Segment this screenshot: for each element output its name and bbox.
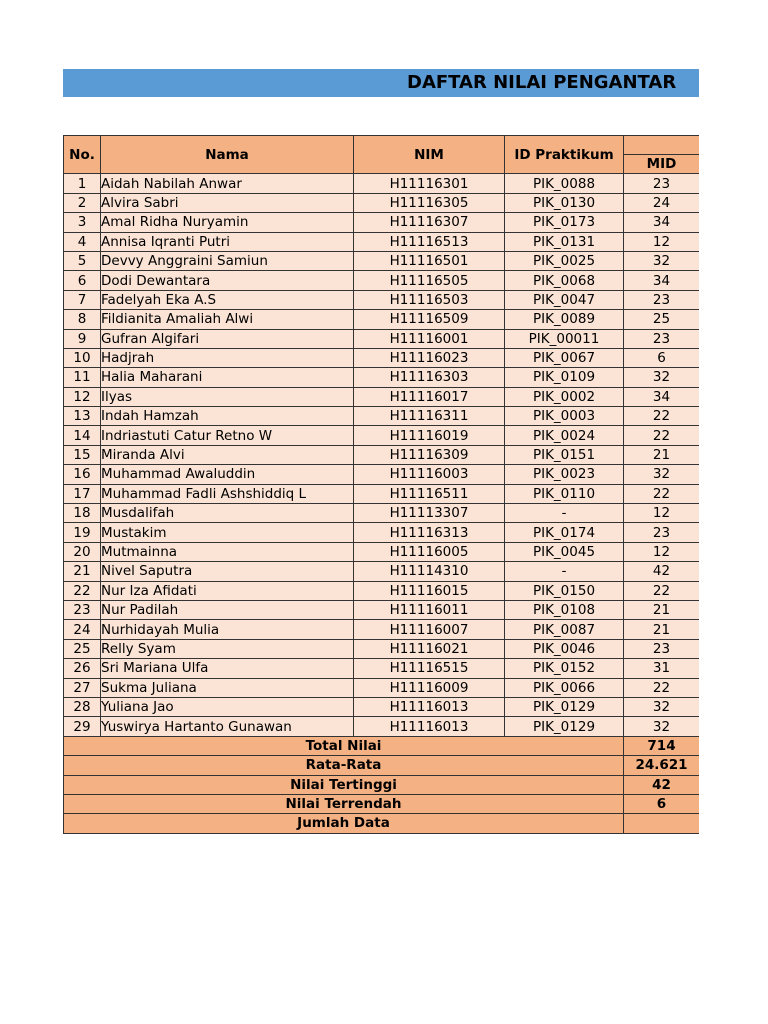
table-row bbox=[64, 174, 700, 193]
cell-nim[interactable]: H11116305 bbox=[354, 193, 505, 212]
cell-mid[interactable]: 23 bbox=[624, 639, 700, 658]
summary-row bbox=[64, 775, 700, 794]
table-row bbox=[64, 697, 700, 716]
cell-mid[interactable]: 6 bbox=[624, 348, 700, 367]
table-row bbox=[64, 542, 700, 561]
cell-nim[interactable]: H11116509 bbox=[354, 310, 505, 329]
cell-no[interactable]: 18 bbox=[64, 504, 101, 523]
table-row bbox=[64, 426, 700, 445]
cell-mid[interactable]: 22 bbox=[624, 581, 700, 600]
cell-mid[interactable]: 12 bbox=[624, 232, 700, 251]
cell-nama[interactable]: Fadelyah Eka A.S bbox=[101, 290, 354, 309]
table-row bbox=[64, 678, 700, 697]
header-group-cell bbox=[624, 136, 700, 155]
table-row bbox=[64, 329, 700, 348]
cell-no[interactable]: 21 bbox=[64, 562, 101, 581]
cell-no[interactable]: 7 bbox=[64, 290, 101, 309]
summary-row bbox=[64, 814, 700, 833]
cell-nim[interactable]: H11116003 bbox=[354, 465, 505, 484]
cell-id-praktikum[interactable]: PIK_0173 bbox=[505, 213, 624, 232]
cell-nama[interactable]: Musdalifah bbox=[101, 504, 354, 523]
cell-id-praktikum[interactable]: PIK_0047 bbox=[505, 290, 624, 309]
cell-nama[interactable]: Nur Padilah bbox=[101, 600, 354, 619]
summary-label: Total Nilai bbox=[64, 736, 624, 755]
cell-id-praktikum[interactable]: PIK_0066 bbox=[505, 678, 624, 697]
summary-row bbox=[64, 794, 700, 813]
cell-id-praktikum[interactable]: PIK_0046 bbox=[505, 639, 624, 658]
cell-nama[interactable]: Muhammad Fadli Ashshiddiq L bbox=[101, 484, 354, 503]
cell-nama[interactable]: Mutmainna bbox=[101, 542, 354, 561]
cell-nim[interactable]: H11116023 bbox=[354, 348, 505, 367]
cell-nama[interactable]: Amal Ridha Nuryamin bbox=[101, 213, 354, 232]
table-row bbox=[64, 581, 700, 600]
summary-row bbox=[64, 736, 700, 755]
cell-no[interactable]: 19 bbox=[64, 523, 101, 542]
cell-nama[interactable]: Alvira Sabri bbox=[101, 193, 354, 212]
header-mid: MID bbox=[624, 155, 700, 174]
cell-no[interactable]: 9 bbox=[64, 329, 101, 348]
cell-nim[interactable]: H11114310 bbox=[354, 562, 505, 581]
cell-id-praktikum[interactable]: PIK_0024 bbox=[505, 426, 624, 445]
cell-nim[interactable]: H11116015 bbox=[354, 581, 505, 600]
cell-id-praktikum[interactable]: PIK_0089 bbox=[505, 310, 624, 329]
header-id-praktikum: ID Praktikum bbox=[505, 136, 624, 174]
cell-nama[interactable]: Annisa Iqranti Putri bbox=[101, 232, 354, 251]
cell-nim[interactable]: H11116021 bbox=[354, 639, 505, 658]
cell-nama[interactable]: Muhammad Awaluddin bbox=[101, 465, 354, 484]
sheet-title: DAFTAR NILAI PENGANTAR bbox=[407, 72, 677, 93]
table-row bbox=[64, 445, 700, 464]
summary-value[interactable]: 42 bbox=[624, 775, 700, 794]
cell-mid[interactable]: 23 bbox=[624, 290, 700, 309]
header-no: No. bbox=[64, 136, 101, 174]
grade-table bbox=[63, 135, 699, 834]
cell-id-praktikum[interactable]: PIK_0130 bbox=[505, 193, 624, 212]
table-row bbox=[64, 600, 700, 619]
cell-mid[interactable]: 22 bbox=[624, 678, 700, 697]
table-row bbox=[64, 484, 700, 503]
cell-nim[interactable]: H11116009 bbox=[354, 678, 505, 697]
cell-id-praktikum[interactable]: PIK_0174 bbox=[505, 523, 624, 542]
cell-nim[interactable]: H11116301 bbox=[354, 174, 505, 193]
cell-mid[interactable]: 24 bbox=[624, 193, 700, 212]
title-bar bbox=[63, 69, 699, 97]
cell-mid[interactable]: 34 bbox=[624, 271, 700, 290]
cell-nama[interactable]: Yuswirya Hartanto Gunawan bbox=[101, 717, 354, 736]
cell-nim[interactable]: H11116503 bbox=[354, 290, 505, 309]
spreadsheet-viewport bbox=[63, 135, 699, 835]
cell-id-praktikum[interactable]: PIK_0151 bbox=[505, 445, 624, 464]
cell-id-praktikum[interactable]: PIK_0129 bbox=[505, 717, 624, 736]
cell-nama[interactable]: Sri Mariana Ulfa bbox=[101, 659, 354, 678]
cell-no[interactable]: 14 bbox=[64, 426, 101, 445]
cell-id-praktikum[interactable]: PIK_0003 bbox=[505, 407, 624, 426]
cell-nama[interactable]: Halia Maharani bbox=[101, 368, 354, 387]
cell-no[interactable]: 3 bbox=[64, 213, 101, 232]
table-row bbox=[64, 271, 700, 290]
cell-mid[interactable]: 25 bbox=[624, 310, 700, 329]
summary-value[interactable]: 24.621 bbox=[624, 756, 700, 775]
cell-mid[interactable]: 22 bbox=[624, 426, 700, 445]
cell-nim[interactable]: H11116017 bbox=[354, 387, 505, 406]
table-row bbox=[64, 251, 700, 270]
cell-mid[interactable]: 21 bbox=[624, 620, 700, 639]
summary-value[interactable]: 714 bbox=[624, 736, 700, 755]
table-row bbox=[64, 290, 700, 309]
summary-label: Jumlah Data bbox=[64, 814, 624, 833]
cell-nama[interactable]: Nivel Saputra bbox=[101, 562, 354, 581]
cell-mid[interactable]: 32 bbox=[624, 697, 700, 716]
table-row bbox=[64, 407, 700, 426]
cell-no[interactable]: 16 bbox=[64, 465, 101, 484]
table-row bbox=[64, 659, 700, 678]
cell-no[interactable]: 15 bbox=[64, 445, 101, 464]
table-row bbox=[64, 465, 700, 484]
cell-nama[interactable]: Ilyas bbox=[101, 387, 354, 406]
cell-nim[interactable]: H11116513 bbox=[354, 232, 505, 251]
cell-no[interactable]: 10 bbox=[64, 348, 101, 367]
cell-nim[interactable]: H11116313 bbox=[354, 523, 505, 542]
cell-id-praktikum[interactable]: PIK_0109 bbox=[505, 368, 624, 387]
cell-nama[interactable]: Fildianita Amaliah Alwi bbox=[101, 310, 354, 329]
cell-mid[interactable]: 23 bbox=[624, 523, 700, 542]
table-row bbox=[64, 717, 700, 736]
table-row bbox=[64, 368, 700, 387]
cell-no[interactable]: 11 bbox=[64, 368, 101, 387]
table-row bbox=[64, 504, 700, 523]
cell-nim[interactable]: H11116019 bbox=[354, 426, 505, 445]
cell-nim[interactable]: H11116007 bbox=[354, 620, 505, 639]
cell-no[interactable]: 4 bbox=[64, 232, 101, 251]
cell-nim[interactable]: H11116515 bbox=[354, 659, 505, 678]
cell-id-praktikum[interactable]: PIK_00011 bbox=[505, 329, 624, 348]
cell-no[interactable]: 8 bbox=[64, 310, 101, 329]
cell-mid[interactable]: 21 bbox=[624, 445, 700, 464]
cell-nama[interactable]: Indriastuti Catur Retno W bbox=[101, 426, 354, 445]
cell-mid[interactable]: 34 bbox=[624, 387, 700, 406]
cell-nim[interactable]: H11116013 bbox=[354, 717, 505, 736]
cell-no[interactable]: 25 bbox=[64, 639, 101, 658]
cell-nim[interactable]: H11116501 bbox=[354, 251, 505, 270]
cell-no[interactable]: 1 bbox=[64, 174, 101, 193]
table-row bbox=[64, 639, 700, 658]
cell-nama[interactable]: Indah Hamzah bbox=[101, 407, 354, 426]
cell-mid[interactable]: 32 bbox=[624, 465, 700, 484]
cell-no[interactable]: 29 bbox=[64, 717, 101, 736]
cell-nama[interactable]: Hadjrah bbox=[101, 348, 354, 367]
cell-nim[interactable]: H11116303 bbox=[354, 368, 505, 387]
cell-mid[interactable]: 34 bbox=[624, 213, 700, 232]
summary-label: Nilai Terrendah bbox=[64, 794, 624, 813]
summary-value[interactable] bbox=[624, 814, 700, 833]
summary-value[interactable]: 6 bbox=[624, 794, 700, 813]
cell-id-praktikum[interactable]: PIK_0088 bbox=[505, 174, 624, 193]
cell-no[interactable]: 24 bbox=[64, 620, 101, 639]
cell-no[interactable]: 22 bbox=[64, 581, 101, 600]
cell-id-praktikum[interactable]: PIK_0023 bbox=[505, 465, 624, 484]
cell-nama[interactable]: Sukma Juliana bbox=[101, 678, 354, 697]
cell-nama[interactable]: Aidah Nabilah Anwar bbox=[101, 174, 354, 193]
table-row bbox=[64, 213, 700, 232]
cell-id-praktikum[interactable]: PIK_0087 bbox=[505, 620, 624, 639]
cell-nama[interactable]: Devvy Anggraini Samiun bbox=[101, 251, 354, 270]
cell-nim[interactable]: H11116005 bbox=[354, 542, 505, 561]
table-row bbox=[64, 620, 700, 639]
cell-id-praktikum[interactable]: PIK_0002 bbox=[505, 387, 624, 406]
cell-mid[interactable]: 21 bbox=[624, 600, 700, 619]
summary-label: Nilai Tertinggi bbox=[64, 775, 624, 794]
cell-no[interactable]: 26 bbox=[64, 659, 101, 678]
cell-id-praktikum[interactable]: PIK_0025 bbox=[505, 251, 624, 270]
cell-mid[interactable]: 42 bbox=[624, 562, 700, 581]
cell-nim[interactable]: H11116505 bbox=[354, 271, 505, 290]
cell-no[interactable]: 5 bbox=[64, 251, 101, 270]
cell-id-praktikum[interactable]: PIK_0110 bbox=[505, 484, 624, 503]
cell-mid[interactable]: 22 bbox=[624, 407, 700, 426]
table-row bbox=[64, 310, 700, 329]
cell-nim[interactable]: H11116011 bbox=[354, 600, 505, 619]
table-row bbox=[64, 348, 700, 367]
header-nama: Nama bbox=[101, 136, 354, 174]
cell-no[interactable]: 28 bbox=[64, 697, 101, 716]
cell-id-praktikum[interactable]: PIK_0150 bbox=[505, 581, 624, 600]
cell-nim[interactable]: H11113307 bbox=[354, 504, 505, 523]
cell-id-praktikum[interactable]: PIK_0067 bbox=[505, 348, 624, 367]
cell-mid[interactable]: 32 bbox=[624, 368, 700, 387]
cell-mid[interactable]: 32 bbox=[624, 251, 700, 270]
table-body bbox=[64, 174, 700, 736]
cell-nama[interactable]: Relly Syam bbox=[101, 639, 354, 658]
summary-label: Rata-Rata bbox=[64, 756, 624, 775]
cell-id-praktikum[interactable]: PIK_0152 bbox=[505, 659, 624, 678]
table-row bbox=[64, 193, 700, 212]
cell-id-praktikum[interactable]: PIK_0131 bbox=[505, 232, 624, 251]
cell-nim[interactable]: H11116511 bbox=[354, 484, 505, 503]
cell-nama[interactable]: Nur Iza Afidati bbox=[101, 581, 354, 600]
table-row bbox=[64, 562, 700, 581]
cell-no[interactable]: 17 bbox=[64, 484, 101, 503]
cell-no[interactable]: 13 bbox=[64, 407, 101, 426]
cell-id-praktikum[interactable]: - bbox=[505, 504, 624, 523]
cell-no[interactable]: 2 bbox=[64, 193, 101, 212]
cell-nama[interactable]: Miranda Alvi bbox=[101, 445, 354, 464]
cell-no[interactable]: 20 bbox=[64, 542, 101, 561]
cell-nama[interactable]: Yuliana Jao bbox=[101, 697, 354, 716]
cell-no[interactable]: 23 bbox=[64, 600, 101, 619]
cell-mid[interactable]: 12 bbox=[624, 542, 700, 561]
cell-mid[interactable]: 23 bbox=[624, 174, 700, 193]
cell-id-praktikum[interactable]: PIK_0068 bbox=[505, 271, 624, 290]
cell-no[interactable]: 12 bbox=[64, 387, 101, 406]
cell-nama[interactable]: Gufran Algifari bbox=[101, 329, 354, 348]
table-row bbox=[64, 523, 700, 542]
table-row bbox=[64, 232, 700, 251]
cell-mid[interactable]: 22 bbox=[624, 484, 700, 503]
cell-mid[interactable]: 32 bbox=[624, 717, 700, 736]
table-row bbox=[64, 387, 700, 406]
cell-no[interactable]: 6 bbox=[64, 271, 101, 290]
cell-id-praktikum[interactable]: PIK_0129 bbox=[505, 697, 624, 716]
cell-mid[interactable]: 23 bbox=[624, 329, 700, 348]
cell-id-praktikum[interactable]: - bbox=[505, 562, 624, 581]
cell-nim[interactable]: H11116001 bbox=[354, 329, 505, 348]
table-summary bbox=[64, 736, 700, 833]
cell-nim[interactable]: H11116307 bbox=[354, 213, 505, 232]
cell-mid[interactable]: 12 bbox=[624, 504, 700, 523]
cell-no[interactable]: 27 bbox=[64, 678, 101, 697]
cell-id-praktikum[interactable]: PIK_0108 bbox=[505, 600, 624, 619]
cell-nim[interactable]: H11116311 bbox=[354, 407, 505, 426]
cell-nama[interactable]: Nurhidayah Mulia bbox=[101, 620, 354, 639]
summary-row bbox=[64, 756, 700, 775]
cell-nim[interactable]: H11116013 bbox=[354, 697, 505, 716]
cell-nama[interactable]: Dodi Dewantara bbox=[101, 271, 354, 290]
cell-nim[interactable]: H11116309 bbox=[354, 445, 505, 464]
header-nim: NIM bbox=[354, 136, 505, 174]
cell-id-praktikum[interactable]: PIK_0045 bbox=[505, 542, 624, 561]
cell-nama[interactable]: Mustakim bbox=[101, 523, 354, 542]
cell-mid[interactable]: 31 bbox=[624, 659, 700, 678]
